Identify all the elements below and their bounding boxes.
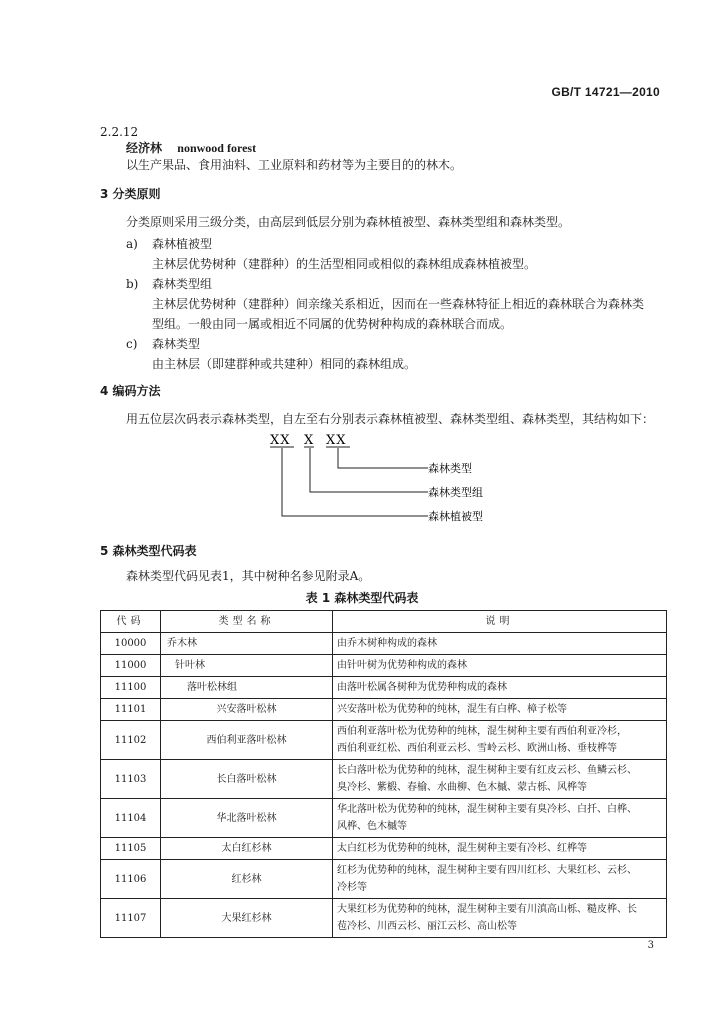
code-structure-lines: [270, 447, 428, 516]
cell-code: 11107: [101, 899, 161, 938]
term-cn: 经济林: [126, 141, 163, 155]
section-4-intro: 用五位层次码表示森林类型，自左至右分别表示森林植被型、森林类型组、森林类型，其结构如下：: [126, 412, 655, 426]
cell-type-name: 太白红杉林: [161, 838, 333, 860]
page-number: 3: [647, 940, 654, 951]
description-line: 西伯利亚落叶松为优势种的纯林，混生树种主要有西伯利亚冷杉，: [337, 726, 627, 737]
table-row: [101, 760, 667, 799]
description-line: 兴安落叶松为优势种的纯林，混生有白桦、樟子松等: [337, 704, 567, 715]
term-definition: 以生产果品、食用油料、工业原料和药材等为主要目的的林木。: [126, 158, 463, 172]
header-description: 说明: [333, 611, 667, 633]
term-line: [126, 140, 256, 156]
cell-code: 11104: [101, 799, 161, 838]
label-forest-type-group: 森林类型组: [428, 486, 483, 499]
section-3-intro: 分类原则采用三级分类，由高层到低层分别为森林植被型、森林类型组和森林类型。: [126, 215, 571, 229]
table-row: [101, 860, 667, 899]
cell-code: 11103: [101, 760, 161, 799]
item-a-body: 主林层优势树种（建群种）的生活型相同或相似的森林组成森林植被型。: [152, 257, 537, 271]
cell-type-name: 大果红杉林: [161, 899, 333, 938]
table-row: [101, 721, 667, 760]
description-line: 臭冷杉、紫椴、春榆、水曲柳、色木槭、蒙古栎、风桦等: [337, 782, 587, 793]
cell-type-name: 红杉林: [161, 860, 333, 899]
item-c-body: 由主林层（即建群种或共建种）相同的森林组成。: [152, 357, 417, 371]
code-structure-diagram: [260, 430, 520, 530]
cell-code: 11000: [101, 655, 161, 677]
cell-description: [333, 721, 667, 760]
item-a-marker: a): [126, 237, 138, 251]
section-5-intro: 森林类型代码见表1，其中树种名参见附录A。: [126, 569, 371, 583]
table-row: [101, 655, 667, 677]
cell-type-name: 针叶林: [161, 655, 333, 677]
cell-type-name: 落叶松林组: [161, 677, 333, 699]
description-line: 由乔木树种构成的森林: [337, 638, 437, 649]
cell-type-name: 西伯利亚落叶松林: [161, 721, 333, 760]
code-group-3: XX: [326, 433, 347, 448]
table-title: 表 1 森林类型代码表: [305, 591, 419, 605]
header-code: 代码: [101, 611, 161, 633]
cell-description: [333, 799, 667, 838]
cell-description: [333, 860, 667, 899]
table-row: [101, 899, 667, 938]
cell-code: 11106: [101, 860, 161, 899]
cell-description: [333, 699, 667, 721]
table-header-row: [101, 611, 667, 633]
description-line: 大果红杉为优势种的纯林，混生树种主要有川滇高山栎、糙皮桦、长: [337, 904, 637, 915]
forest-type-code-table: [100, 610, 667, 938]
cell-type-name: 兴安落叶松林: [161, 699, 333, 721]
description-line: 苞冷杉、川西云杉、丽江云杉、高山松等: [337, 921, 517, 932]
item-c-marker: c): [126, 337, 138, 351]
code-group-1: XX: [270, 433, 291, 448]
table-row: [101, 838, 667, 860]
table-body: [101, 633, 667, 938]
cell-description: [333, 633, 667, 655]
standard-number: GB/T 14721—2010: [551, 85, 660, 99]
cell-type-name: 乔木林: [161, 633, 333, 655]
description-line: 西伯利亚红松、西伯利亚云杉、雪岭云杉、欧洲山杨、垂枝桦等: [337, 743, 617, 754]
label-forest-type: 森林类型: [428, 462, 472, 475]
description-line: 红杉为优势种的纯林，混生树种主要有四川红杉、大果红杉、云杉、: [337, 865, 637, 876]
cell-description: [333, 838, 667, 860]
section-5-heading: 5 森林类型代码表: [100, 544, 197, 558]
cell-type-name: 长白落叶松林: [161, 760, 333, 799]
cell-description: [333, 655, 667, 677]
cell-code: 11101: [101, 699, 161, 721]
table-row: [101, 677, 667, 699]
description-line: 太白红杉为优势种的纯林，混生树种主要有冷杉、红桦等: [337, 843, 587, 854]
description-line: 华北落叶松为优势种的纯林，混生树种主要有臭冷杉、白扦、白桦、: [337, 804, 637, 815]
term-en: nonwood forest: [177, 141, 257, 155]
cell-description: [333, 899, 667, 938]
cell-code: 11100: [101, 677, 161, 699]
cell-code: 10000: [101, 633, 161, 655]
table-row: [101, 699, 667, 721]
description-line: 由针叶树为优势种构成的森林: [337, 660, 467, 671]
item-b-title: 森林类型组: [152, 277, 213, 291]
item-b-body-line2: 型组。一般由同一属或相近不同属的优势树种构成的森林联合而成。: [152, 317, 513, 331]
table-row: [101, 799, 667, 838]
cell-description: [333, 760, 667, 799]
section-3-heading: 3 分类原则: [100, 187, 161, 201]
cell-description: [333, 677, 667, 699]
item-a-title: 森林植被型: [152, 237, 213, 251]
description-line: 长白落叶松为优势种的纯林，混生树种主要有红皮云杉、鱼鳞云杉、: [337, 765, 637, 776]
item-b-marker: b): [126, 277, 139, 291]
item-b-body-line1: 主林层优势树种（建群种）间亲缘关系相近，因而在一些森林特征上相近的森林联合为森林类: [152, 297, 645, 311]
item-c-title: 森林类型: [152, 337, 201, 351]
description-line: 由落叶松属各树种为优势种构成的森林: [337, 682, 507, 693]
description-line: 冷杉等: [337, 882, 367, 893]
section-4-heading: 4 编码方法: [100, 384, 161, 398]
clause-number: 2.2.12: [100, 125, 139, 139]
code-group-2: X: [304, 433, 314, 448]
table-row: [101, 633, 667, 655]
cell-code: 11102: [101, 721, 161, 760]
cell-type-name: 华北落叶松林: [161, 799, 333, 838]
label-forest-vegetation-type: 森林植被型: [428, 510, 483, 523]
cell-code: 11105: [101, 838, 161, 860]
header-type-name: 类型名称: [161, 611, 333, 633]
description-line: 风桦、色木槭等: [337, 821, 407, 832]
